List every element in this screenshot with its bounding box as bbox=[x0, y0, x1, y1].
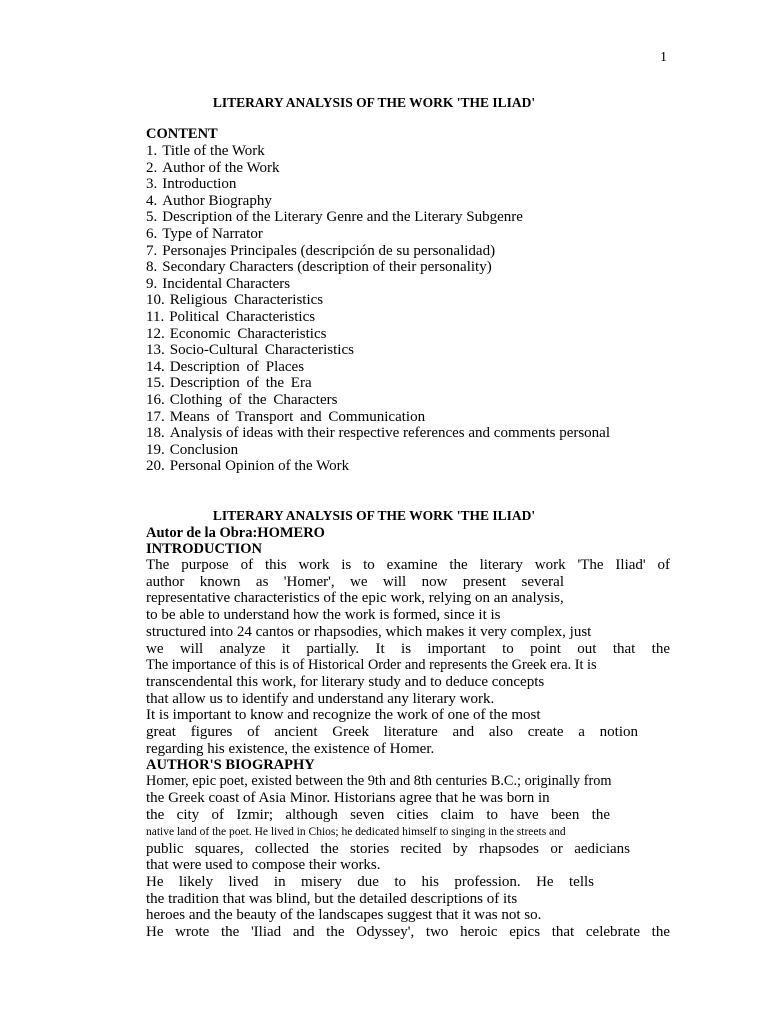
toc-item bbox=[146, 193, 646, 210]
toc-item-number: 4. bbox=[146, 192, 158, 209]
toc-item-text: Author of the Work bbox=[162, 159, 280, 176]
table-of-contents bbox=[146, 126, 646, 475]
author-line: Autor de la Obra:HOMERO bbox=[146, 525, 325, 541]
toc-item-number: 16. bbox=[146, 391, 165, 408]
toc-item bbox=[146, 259, 646, 276]
toc-item-text: Personal Opinion of the Work bbox=[169, 458, 350, 475]
text-line: structured into 24 cantos or rhapsodies, which makes it very complex, just bbox=[146, 623, 592, 640]
analysis-section bbox=[146, 525, 670, 941]
toc-item-text: Description of the Era bbox=[169, 375, 312, 392]
text-line: great figures of ancient Greek literature and also create a notion bbox=[146, 724, 638, 741]
text-line: heroes and the beauty of the landscapes suggest that it was not so. bbox=[146, 907, 542, 924]
text-line: It is important to know and recognize the work of one of the most bbox=[146, 707, 541, 724]
introduction-paragraph bbox=[146, 557, 670, 757]
toc-item-number: 3. bbox=[146, 176, 158, 193]
toc-item bbox=[146, 226, 646, 243]
toc-item-text: Religious Characteristics bbox=[169, 292, 324, 309]
toc-item bbox=[146, 442, 646, 459]
toc-item-text: Author Biography bbox=[162, 192, 272, 209]
text-line: to be able to understand how the work is formed, since it is bbox=[146, 607, 501, 624]
toc-item-number: 17. bbox=[146, 408, 165, 425]
toc-item-number: 7. bbox=[146, 242, 158, 259]
text-line: the city of Izmir; although seven cities claim to have been the bbox=[146, 806, 610, 823]
toc-item bbox=[146, 425, 646, 442]
toc-item-text: Type of Narrator bbox=[162, 225, 263, 242]
text-line: the tradition that was blind, but the detailed descriptions of its bbox=[146, 890, 518, 907]
toc-item-number: 20. bbox=[146, 458, 165, 475]
toc-item-text: Personajes Principales (descripción de su personalidad) bbox=[162, 242, 496, 259]
toc-item bbox=[146, 243, 646, 260]
toc-item-text: Clothing of the Characters bbox=[169, 391, 338, 408]
toc-item-text: Political Characteristics bbox=[169, 308, 316, 325]
text-line: The importance of this is of Historical Order and represents the Greek era. It is bbox=[146, 657, 597, 674]
toc-item-text: Analysis of ideas with their respective references and comments personal bbox=[169, 425, 611, 442]
text-line: He likely lived in misery due to his profession. He tells bbox=[146, 873, 594, 890]
toc-item bbox=[146, 209, 646, 226]
toc-item-text: Introduction bbox=[162, 176, 237, 193]
toc-item-text: Title of the Work bbox=[162, 143, 265, 159]
toc-item-number: 6. bbox=[146, 225, 158, 242]
toc-item bbox=[146, 375, 646, 392]
text-line: that were used to compose their works. bbox=[146, 857, 381, 874]
text-line: author known as 'Homer', we will now present several bbox=[146, 573, 564, 590]
toc-item-text: Secondary Characters (description of their personality) bbox=[162, 259, 492, 276]
toc-item bbox=[146, 309, 646, 326]
toc-item-number: 12. bbox=[146, 325, 165, 342]
toc-item bbox=[146, 326, 646, 343]
text-line: we will analyze it partially. It is important to point out that the bbox=[146, 640, 670, 657]
toc-item-number: 9. bbox=[146, 275, 158, 292]
toc-list bbox=[146, 143, 646, 475]
toc-item bbox=[146, 392, 646, 409]
toc-item-number: 11. bbox=[146, 308, 165, 325]
toc-item-number: 5. bbox=[146, 209, 158, 226]
toc-item bbox=[146, 276, 646, 293]
text-line: that allow us to identify and understand any literary work. bbox=[146, 690, 495, 707]
toc-item-text: Means of Transport and Communication bbox=[169, 408, 426, 425]
toc-item-text: Economic Characteristics bbox=[169, 325, 327, 342]
toc-item-number: 10. bbox=[146, 292, 165, 309]
text-line: public squares, collected the stories recited by rhapsodes or aedicians bbox=[146, 840, 630, 857]
introduction-heading: INTRODUCTION bbox=[146, 541, 263, 557]
toc-item-number: 19. bbox=[146, 441, 165, 458]
toc-item bbox=[146, 143, 646, 160]
toc-item-number: 1. bbox=[146, 143, 158, 159]
text-line: transcendental this work, for literary study and to deduce concepts bbox=[146, 673, 545, 690]
toc-item bbox=[146, 458, 646, 475]
text-line: He wrote the 'Iliad and the Odyssey', two heroic epics that celebrate the bbox=[146, 924, 670, 941]
toc-item-number: 2. bbox=[146, 159, 158, 176]
text-line: regarding his existence, the existence of Homer. bbox=[146, 740, 435, 757]
toc-item-text: Description of the Literary Genre and the Literary Subgenre bbox=[162, 209, 523, 226]
toc-item bbox=[146, 292, 646, 309]
toc-item-number: 18. bbox=[146, 425, 165, 442]
toc-item-text: Conclusion bbox=[169, 441, 239, 458]
toc-item bbox=[146, 359, 646, 376]
text-line: representative characteristics of the epic work, relying on an analysis, bbox=[146, 590, 564, 607]
toc-item bbox=[146, 176, 646, 193]
section-title: LITERARY ANALYSIS OF THE WORK 'THE ILIAD' bbox=[212, 508, 536, 523]
toc-item bbox=[146, 342, 646, 359]
document-title: LITERARY ANALYSIS OF THE WORK 'THE ILIAD' bbox=[212, 95, 536, 110]
toc-item bbox=[146, 409, 646, 426]
toc-heading: CONTENT bbox=[146, 126, 218, 142]
toc-item-text: Description of Places bbox=[169, 358, 305, 375]
biography-paragraph bbox=[146, 773, 670, 940]
toc-item-text: Incidental Characters bbox=[162, 275, 291, 292]
biography-heading: AUTHOR'S BIOGRAPHY bbox=[146, 757, 315, 774]
page-number: 1 bbox=[660, 50, 667, 65]
toc-item-text: Socio-Cultural Characteristics bbox=[169, 342, 354, 359]
text-line: Homer, epic poet, existed between the 9th and 8th centuries B.C.; originally from bbox=[146, 773, 612, 790]
toc-item-number: 14. bbox=[146, 358, 165, 375]
toc-item-number: 15. bbox=[146, 375, 165, 392]
text-line: native land of the poet. He lived in Chios; he dedicated himself to singing in the streets and bbox=[146, 825, 566, 838]
text-line: the Greek coast of Asia Minor. Historians agree that he was born in bbox=[146, 790, 550, 807]
toc-item-number: 13. bbox=[146, 342, 165, 359]
toc-item bbox=[146, 160, 646, 177]
toc-item-number: 8. bbox=[146, 259, 158, 276]
text-line: The purpose of this work is to examine the literary work 'The Iliad' of bbox=[146, 557, 670, 573]
